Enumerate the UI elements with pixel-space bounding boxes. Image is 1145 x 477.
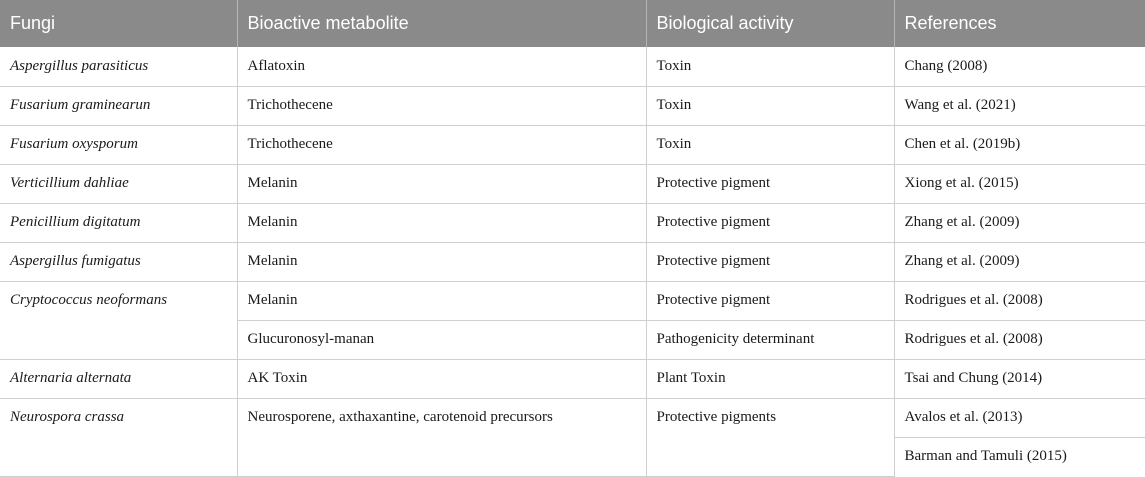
table-row xyxy=(0,281,1145,320)
header-row xyxy=(0,0,1145,47)
table-row xyxy=(0,86,1145,125)
metabolite-cell: Melanin xyxy=(237,281,646,320)
metabolite-cell: Glucuronosyl-manan xyxy=(237,320,646,359)
fungi-cell: Cryptococcus neoformans xyxy=(0,281,237,359)
reference-cell: Tsai and Chung (2014) xyxy=(894,359,1145,398)
fungi-cell: Verticillium dahliae xyxy=(0,164,237,203)
header-biological-activity: Biological activity xyxy=(646,0,894,47)
reference-cell: Rodrigues et al. (2008) xyxy=(894,320,1145,359)
activity-cell: Protective pigment xyxy=(646,281,894,320)
activity-cell: Plant Toxin xyxy=(646,359,894,398)
metabolite-cell: AK Toxin xyxy=(237,359,646,398)
activity-cell: Protective pigment xyxy=(646,203,894,242)
table-row xyxy=(0,164,1145,203)
activity-cell: Pathogenicity determinant xyxy=(646,320,894,359)
table-row xyxy=(0,203,1145,242)
table-row xyxy=(0,359,1145,398)
fungi-cell: Neurospora crassa xyxy=(0,398,237,476)
table-body xyxy=(0,47,1145,476)
reference-cell: Zhang et al. (2009) xyxy=(894,242,1145,281)
table-row xyxy=(0,125,1145,164)
metabolite-cell: Trichothecene xyxy=(237,125,646,164)
metabolite-cell: Melanin xyxy=(237,164,646,203)
reference-cell: Xiong et al. (2015) xyxy=(894,164,1145,203)
activity-cell: Toxin xyxy=(646,125,894,164)
reference-cell: Zhang et al. (2009) xyxy=(894,203,1145,242)
metabolite-cell: Trichothecene xyxy=(237,86,646,125)
fungi-cell: Fusarium oxysporum xyxy=(0,125,237,164)
fungi-cell: Alternaria alternata xyxy=(0,359,237,398)
activity-cell: Toxin xyxy=(646,86,894,125)
table-row xyxy=(0,242,1145,281)
reference-cell: Wang et al. (2021) xyxy=(894,86,1145,125)
fungi-cell: Fusarium graminearun xyxy=(0,86,237,125)
metabolite-cell: Neurosporene, axthaxantine, carotenoid precursors xyxy=(237,398,646,476)
reference-cell: Barman and Tamuli (2015) xyxy=(904,448,1067,465)
activity-cell: Toxin xyxy=(646,47,894,86)
reference-cell: Chen et al. (2019b) xyxy=(894,125,1145,164)
reference-cell: Chang (2008) xyxy=(894,47,1145,86)
header-bioactive-metabolite: Bioactive metabolite xyxy=(237,0,646,47)
activity-cell: Protective pigments xyxy=(646,398,894,476)
metabolite-cell: Aflatoxin xyxy=(237,47,646,86)
reference-cell: Rodrigues et al. (2008) xyxy=(894,281,1145,320)
activity-cell: Protective pigment xyxy=(646,164,894,203)
table-row xyxy=(0,398,1145,437)
table-header xyxy=(0,0,1145,47)
header-references: References xyxy=(894,0,1145,47)
header-fungi: Fungi xyxy=(0,0,237,47)
metabolite-cell: Melanin xyxy=(237,242,646,281)
activity-cell: Protective pigment xyxy=(646,242,894,281)
metabolite-cell: Melanin xyxy=(237,203,646,242)
table-row xyxy=(0,47,1145,86)
fungi-cell: Aspergillus fumigatus xyxy=(0,242,237,281)
reference-cell: Avalos et al. (2013) xyxy=(894,398,1145,437)
fungi-cell: Penicillium digitatum xyxy=(0,203,237,242)
fungi-cell: Aspergillus parasiticus xyxy=(0,47,237,86)
